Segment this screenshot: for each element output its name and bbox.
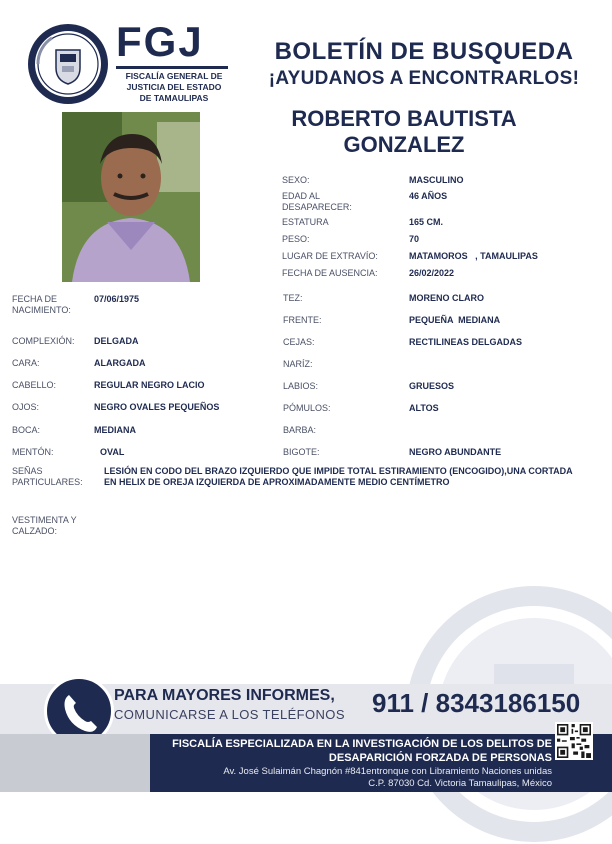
logo-sub-line: FISCALÍA GENERAL DE <box>125 71 223 81</box>
detail-label: LUGAR DE EXTRAVÍO: <box>282 251 378 261</box>
detail-label: COMPLEXIÓN: <box>12 336 75 346</box>
person-photo <box>62 112 200 282</box>
detail-value: 07/06/1975 <box>94 294 140 304</box>
detail-value: MASCULINO <box>409 175 464 185</box>
detail-value: 165 CM. <box>409 217 444 227</box>
person-name-line: GONZALEZ <box>343 132 465 157</box>
detail-label: NARÍZ: <box>283 359 313 369</box>
detail-label: PESO: <box>282 234 310 244</box>
detail-value: NEGRO OVALES PEQUEÑOS <box>94 402 220 412</box>
detail-value: MORENO CLARO <box>409 293 484 303</box>
detail-label: BIGOTE: <box>283 447 320 457</box>
detail-value: 70 <box>409 234 420 244</box>
detail-label: BOCA: <box>12 425 41 435</box>
footer-address-line: C.P. 87030 Cd. Victoria Tamaulipas, México <box>368 778 552 789</box>
footer-agency <box>150 737 552 765</box>
detail-value: RECTILINEAS DELGADAS <box>409 337 523 347</box>
detail-label: FECHA DE AUSENCIA: <box>282 268 378 278</box>
footer-address <box>150 766 552 790</box>
detail-value: 26/02/2022 <box>409 268 455 278</box>
footer-address-line: Av. José Sulaimán Chagnón #841entronque con Libramiento Naciones unidas <box>223 766 552 777</box>
bulletin-subtitle: ¡AYUDANOS A ENCONTRARLOS! <box>268 68 580 89</box>
footer-agency-line: DESAPARICIÓN FORZADA DE PERSONAS <box>328 752 552 764</box>
detail-label: SEXO: <box>282 175 310 185</box>
bulletin-title: BOLETÍN DE BUSQUEDA <box>274 38 574 65</box>
logo-sub-line: DE TAMAULIPAS <box>139 93 209 103</box>
detail-label: FRENTE: <box>283 315 322 325</box>
fgj-seal-logo <box>26 22 110 106</box>
detail-value: OVAL <box>100 447 125 457</box>
logo-sub-line: JUSTICIA DEL ESTADO <box>126 82 222 92</box>
contact-line2: COMUNICARSE A LOS TELÉFONOS <box>114 707 345 722</box>
vestimenta-label: VESTIMENTA Y CALZADO: <box>12 515 77 536</box>
person-name-line: ROBERTO BAUTISTA <box>291 106 517 131</box>
detail-label: BARBA: <box>283 425 317 435</box>
detail-label: ESTATURA <box>282 217 329 227</box>
detail-value: 46 AÑOS <box>409 191 448 201</box>
detail-value: REGULAR NEGRO LACIO <box>94 380 205 390</box>
phone-number[interactable]: 911 / 8343186150 <box>372 688 581 718</box>
senas-value: LESIÓN EN CODO DEL BRAZO IZQUIERDO QUE IMPIDE TOTAL ESTIRAMIENTO (ENCOGIDO),UNA CORTADA EN HELIX DE OREJA IZQUIERDA DE APROXIMADAMENTE MEDIO CENTÍMETRO <box>104 466 573 487</box>
detail-value: GRUESOS <box>409 381 455 391</box>
logo-divider <box>116 66 228 69</box>
detail-label: TEZ: <box>283 293 303 303</box>
senas-label: SEÑAS PARTICULARES: <box>12 466 83 487</box>
qr-code[interactable] <box>555 722 593 760</box>
detail-label: CARA: <box>12 358 40 368</box>
detail-label: FECHA DE NACIMIENTO: <box>12 294 71 315</box>
fgj-logo-text: FGJ <box>116 18 204 65</box>
footer-agency-line: FISCALÍA ESPECIALIZADA EN LA INVESTIGACIÓN DE LOS DELITOS DE <box>172 738 552 750</box>
detail-value: DELGADA <box>94 336 139 346</box>
detail-value: MEDIANA <box>94 425 136 435</box>
detail-label: PÓMULOS: <box>283 403 331 413</box>
detail-value: PEQUEÑA MEDIANA <box>409 315 501 325</box>
detail-value: ALTOS <box>409 403 439 413</box>
detail-label: EDAD AL DESAPARECER: <box>282 191 352 212</box>
detail-value: NEGRO ABUNDANTE <box>409 447 502 457</box>
detail-label: OJOS: <box>12 402 40 412</box>
detail-label: CEJAS: <box>283 337 315 347</box>
contact-line1: PARA MAYORES INFORMES, <box>114 687 335 704</box>
fgj-logo-subtitle <box>116 71 232 104</box>
detail-label: CABELLO: <box>12 380 57 390</box>
detail-label: MENTÓN: <box>12 447 54 457</box>
footer-gray-block <box>0 734 150 792</box>
detail-value: MATAMOROS , TAMAULIPAS <box>409 251 538 261</box>
person-name <box>254 106 554 158</box>
detail-label: LABIOS: <box>283 381 319 391</box>
detail-value: ALARGADA <box>94 358 146 368</box>
